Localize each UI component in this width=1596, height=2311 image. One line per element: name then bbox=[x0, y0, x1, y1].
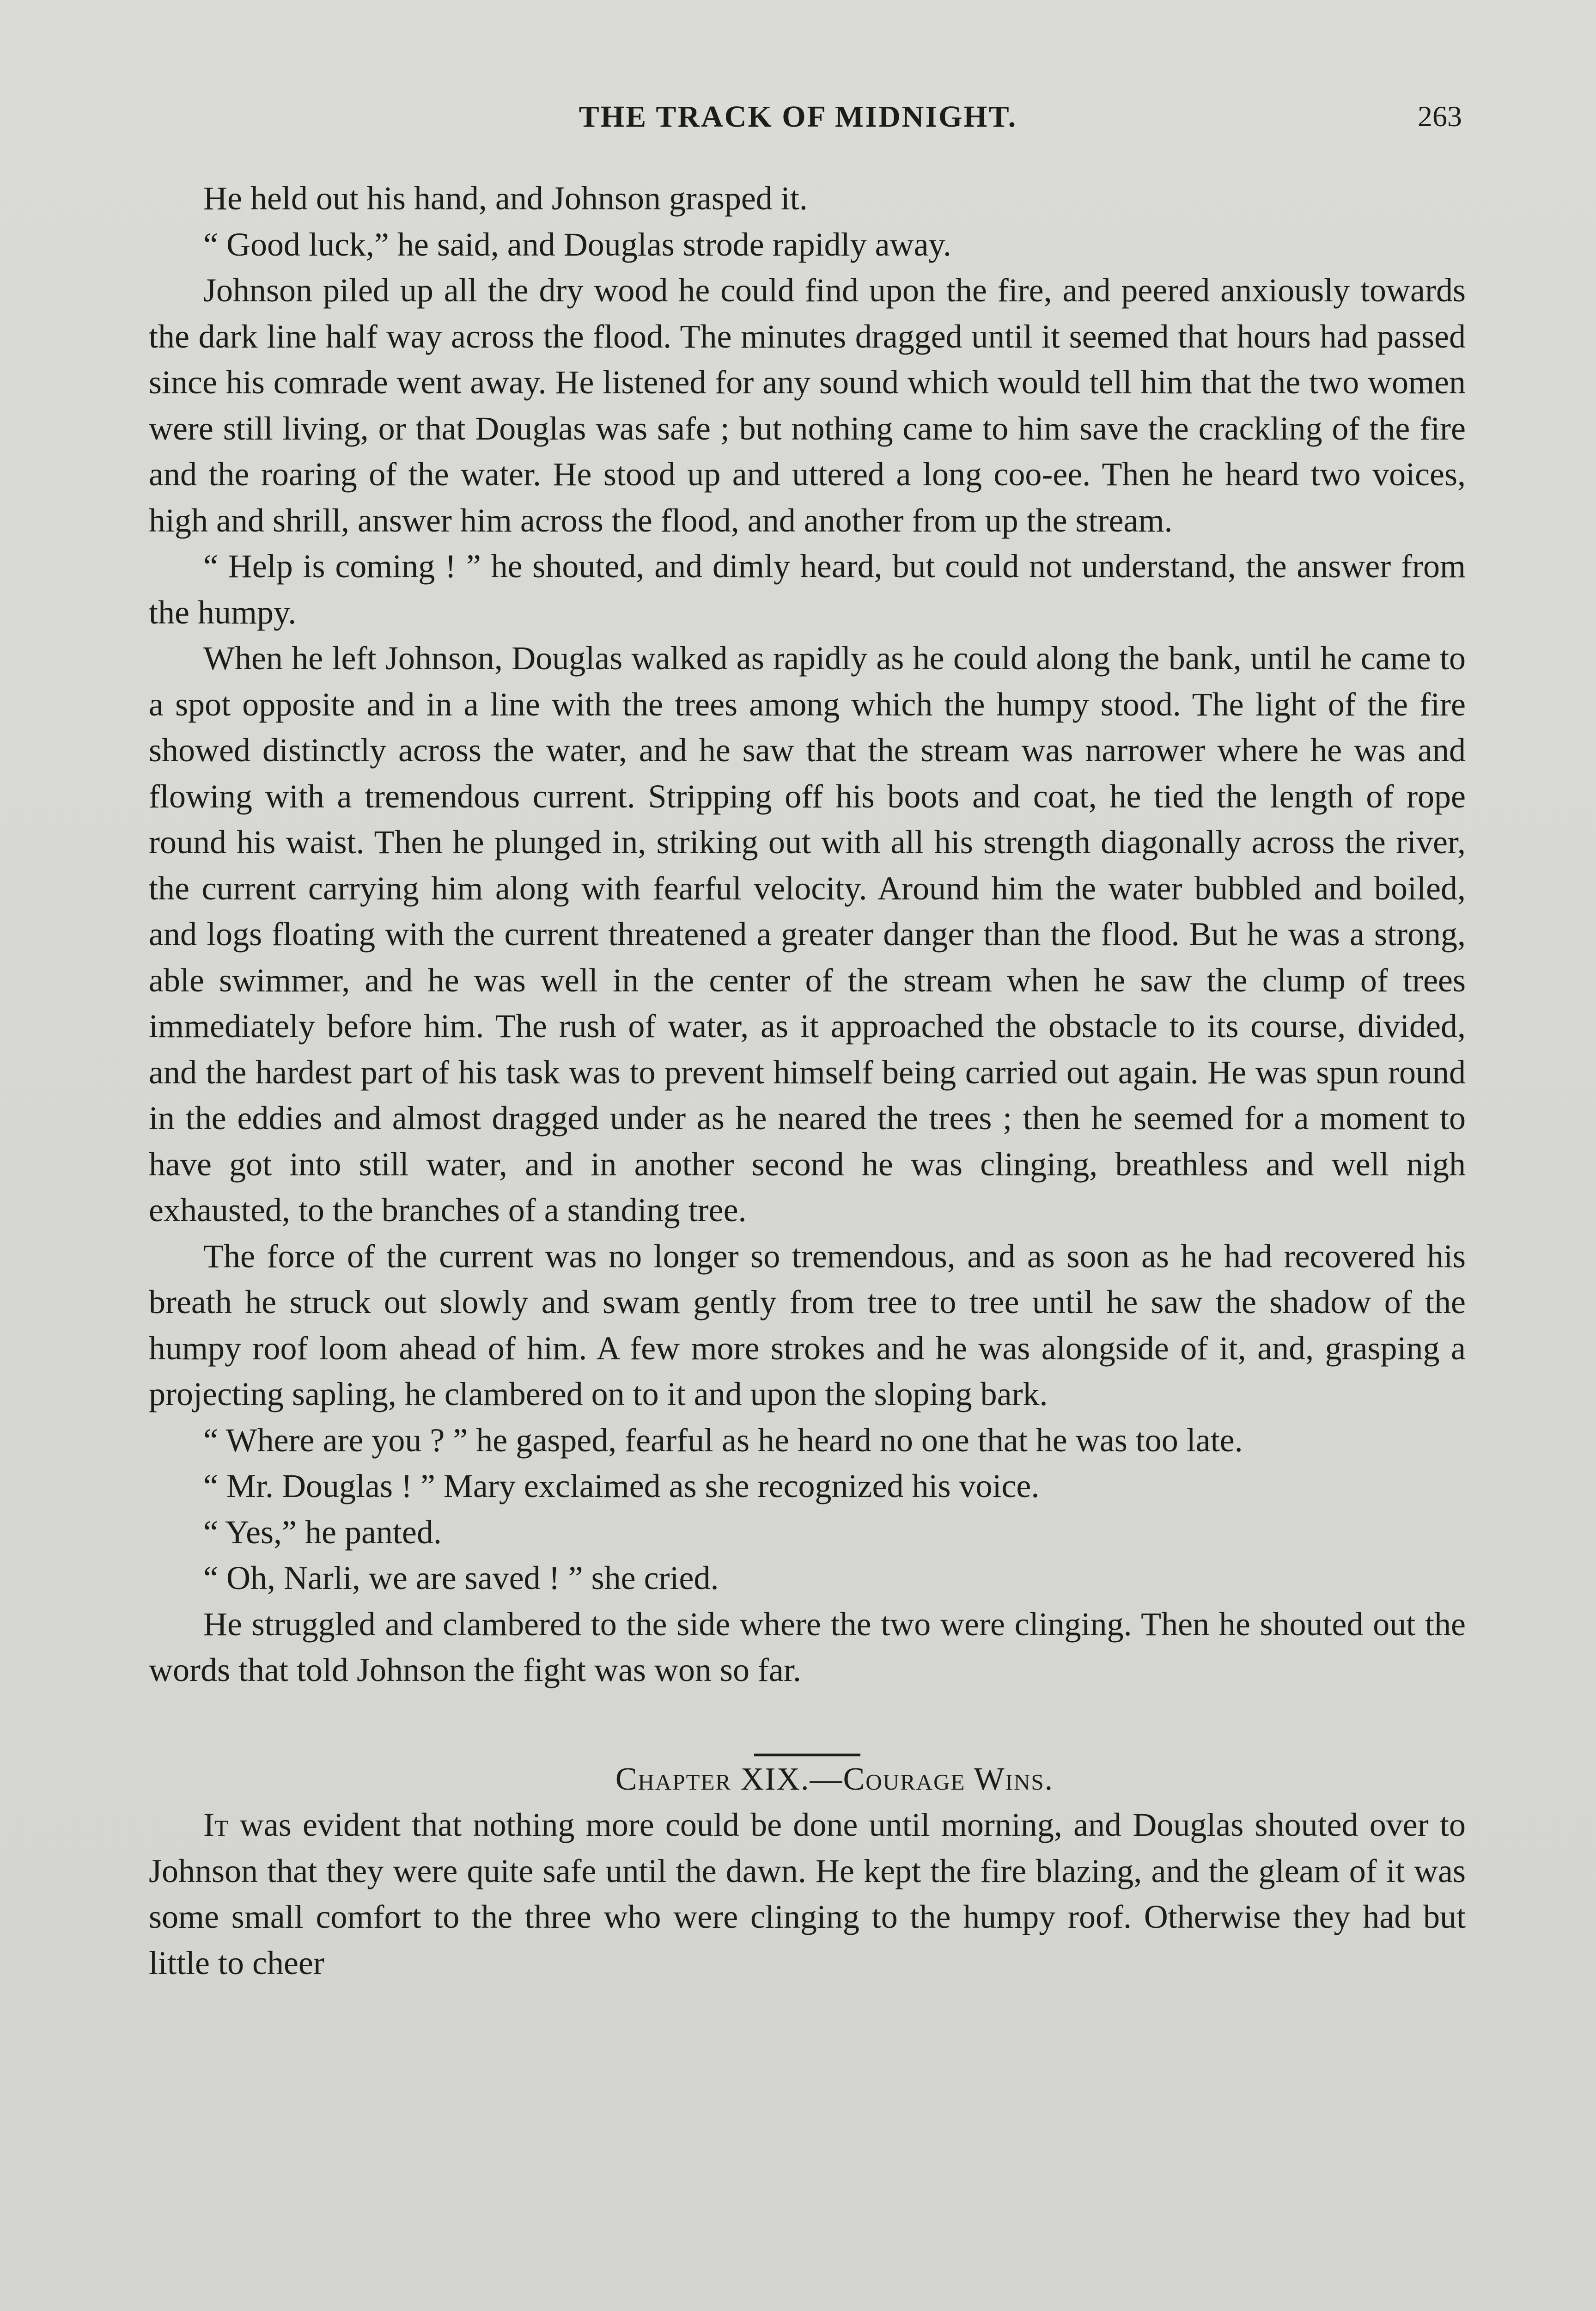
paragraph: When he left Johnson, Douglas walked as rapidly as he could along the bank, until he came to a spot opposite and in a line with the trees among which the humpy stood. The light of the fire showed distinctly across the water, and he saw that the stream was narrower where he was and flowing with a tremendous current. Stripping off his boots and coat, he tied the length of rope round his waist. Then he plunged in, striking out with all his strength diagonally across the river, the current carrying him along with fearful velocity. Around him the water bubbled and boiled, and logs floating with the current threatened a greater danger than the flood. But he was a strong, able swimmer, and he was well in the center of the stream when he saw the clump of trees immediately before him. The rush of water, as it approached the obstacle to its course, divided, and the hardest part of his task was to prevent himself being carried out again. He was spun round in the eddies and almost dragged under as he neared the trees ; then he seemed for a moment to have got into still water, and in another second he was clinging, breathless and well nigh exhausted, to the branches of a standing tree. bbox=[149, 640, 1466, 1229]
paragraph: “ Help is coming ! ” he shouted, and dimly heard, but could not understand, the answer from the humpy. bbox=[149, 548, 1466, 631]
paragraph: “ Yes,” he panted. bbox=[203, 1513, 442, 1551]
running-title: THE TRACK OF MIDNIGHT. bbox=[579, 100, 1017, 134]
paragraph: He struggled and clambered to the side where the two were clinging. Then he shouted out the words that told Johnson the fight was won so far. bbox=[149, 1605, 1466, 1688]
chapter-heading-text: Chapter XIX.—Courage Wins. bbox=[615, 1761, 1054, 1797]
paragraph: “ Mr. Douglas ! ” Mary exclaimed as she recognized his voice. bbox=[203, 1467, 1040, 1504]
paragraph: “ Where are you ? ” he gasped, fearful as he heard no one that he was too late. bbox=[203, 1421, 1243, 1459]
opening-text: was evident that nothing more could be done until morning, and Douglas shouted over to Johnson that they were quite safe until the dawn. He kept the fire blazing, and the gleam of it was some small comfort to the three who were clinging to the humpy roof. Otherwise they had but little to cheer bbox=[149, 1806, 1466, 1981]
chapter-heading bbox=[149, 1756, 1466, 1803]
opening-lead-word: It bbox=[203, 1806, 229, 1843]
chapter-opening-paragraph bbox=[149, 1802, 1466, 1986]
paragraph: The force of the current was no longer so tremendous, and as soon as he had recovered his breath he struck out slowly and swam gently from tree to tree until he saw the shadow of the humpy roof loom ahead of him. A few more strokes and he was alongside of it, and, grasping a projecting sapling, he clambered on to it and upon the sloping bark. bbox=[149, 1237, 1466, 1412]
body-text bbox=[149, 176, 1466, 1986]
paragraph: “ Oh, Narli, we are saved ! ” she cried. bbox=[203, 1559, 719, 1596]
paragraph: He held out his hand, and Johnson grasped it. bbox=[203, 180, 808, 217]
page-number: 263 bbox=[1418, 100, 1462, 133]
paragraph: “ Good luck,” he said, and Douglas strode rapidly away. bbox=[203, 226, 951, 263]
running-head bbox=[0, 99, 1596, 141]
paragraph: Johnson piled up all the dry wood he could find upon the fire, and peered anxiously towards the dark line half way across the flood. The minutes dragged until it seemed that hours had passed since his comrade went away. He listened for any sound which would tell him that the two women were still living, or that Douglas was safe ; but nothing came to him save the crackling of the fire and the roaring of the water. He stood up and uttered a long coo-ee. Then he heard two voices, high and shrill, answer him across the flood, and another from up the stream. bbox=[149, 272, 1466, 539]
